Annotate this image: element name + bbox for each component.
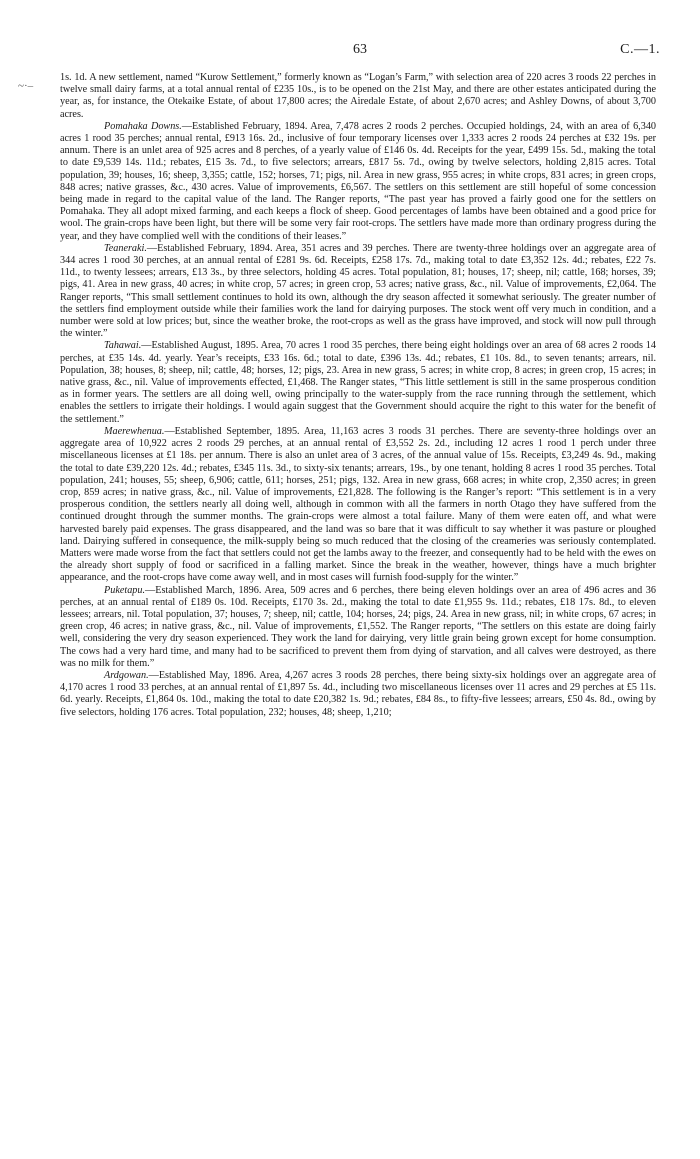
paragraph-continuation xyxy=(60,72,656,121)
paragraph-text: —Established May, 1896. Area, 4,267 acres 3 roods 28 perches, there being sixty-six holdings over an aggregate area of 4,170 acres 1 rood 33 perches, at an annual rental of £1,897 5s. 4d., including two miscellaneous licenses over 11 acres and 29 perches at £5 11s. 6d. yearly. Receipts, £1,864 0s. 10d., making the total to date £20,382 1s. 9d.; rebates, £84 8s., to fifty-five lessees; arrears, £50 4s. 8d., owing by five selectors, holding 176 acres. Total population, 232; houses, 48; sheep, 1,210; xyxy=(60,669,656,718)
section-title: Tahawai. xyxy=(104,340,142,352)
section-title: Teaneraki. xyxy=(104,242,147,254)
section-teaneraki xyxy=(60,243,656,341)
section-title: Ardgowan. xyxy=(104,669,149,681)
section-title: Puketapu. xyxy=(104,584,146,596)
section-pomahaka-downs xyxy=(60,121,656,243)
document-reference: C.—1. xyxy=(620,42,660,57)
paragraph-text: 1s. 1d. A new settlement, named “Kurow Settlement,” formerly known as “Logan’s Farm,” with selection area of 220 acres 3 roods 22 perches in twelve small dairy farms, at a total annual rental of £235 10s., is to be opened on the 21st May, and there are other estates anticipated during the year, as, for instance, the Otekaike Estate, of about 17,800 acres; the Airedale Estate, of about 2,670 acres; and Ashley Downs, of about 3,700 acres. xyxy=(60,72,656,120)
margin-mark: ~·– xyxy=(18,80,34,92)
paragraph-text: —Established February, 1894. Area, 7,478 acres 2 roods 2 perches. Occupied holdings, 24, with an area of 6,340 acres 1 rood 35 perches; annual rental, £913 16s. 2d., inclusive of four temporary licenses over 1,333 acres 2 roods 24 perches at £32 19s. per annum. There is an unlet area of 925 acres and 8 perches, of a yearly value of £146 0s. 4d. Receipts for the year, £499 15s. 5d., making the total to date £9,539 14s. 11d.; rebates, £15 3s. 7d., to five selectors; arrears, £817 5s. 7d., owing by twelve selectors, holding 2,815 acres. Total population, 39; houses, 16; sheep, 3,355; cattle, 152; horses, 71; pigs, nil. Area in new grass, 955 acres; in white crops, 831 acres; in green crops, 848 acres; native grasses, &c., 430 acres. Value of improvements, £6,567. The settlers on this settlement are still hopeful of some concession being made in regard to the capital value of the land. The Ranger reports, “The past year has proved a fairly good one for the settlers on Pomahaka. They all adopt mixed farming, and each keeps a flock of sheep. Good percentages of lambs have been obtained and a good price for wool. The grain-crops have been light, but there will be some very fair root-crops. The settlers have made more than ordinary progress during the year, and they have complied well with the conditions of their leases.” xyxy=(60,120,657,242)
section-tahawai xyxy=(60,340,656,425)
document-body xyxy=(60,72,656,719)
section-maerewhenua xyxy=(60,426,656,585)
paragraph-text: —Established March, 1896. Area, 509 acres and 6 perches, there being eleven holdings over an area of 496 acres and 36 perches, at an annual rental of £189 0s. 10d. Receipts, £170 3s. 2d., making the total to date £1,955 9s. 11d.; rebates, £18 17s. 8d., to eleven lessees; arrears, nil. Total population, 37; houses, 7; sheep, nil; cattle, 104; horses, 24; pigs, 24. Area in new grass, nil; in white crops, 67 acres; in green crop, 46 acres; in native grass, &c., nil. Value of improvements, £1,552. The Ranger reports, “The settlers on this estate are doing fairly well, considering the very dry season experienced. They work the land for dairying, very little grain being grown except for home consumption. The cows had a very hard time, and many had to be sacrificed to prevent them from dying of starvation, and all calves were destroyed, as there was no milk for them.” xyxy=(60,584,656,669)
paragraph-text: —Established February, 1894. Area, 351 acres and 39 perches. There are twenty-three holdings over an aggregate area of 344 acres 1 rood 30 perches, at an annual rental of £281 9s. 6d. Receipts, £258 17s. 7d., making total to date £3,352 12s. 4d.; rebates, £22 7s. 11d., to twenty lessees; arrears, £13 3s., by three selectors, holding 45 acres. Total population, 81; houses, 17; sheep, nil; cattle, 168; horses, 39; pigs, 41. Area in new grass, 40 acres; in white crop, 57 acres; in green crop, 53 acres; native grass, &c., nil. Value of improvements, £2,064. The Ranger reports, “This small settlement continues to hold its own, although the dry season affected it somewhat seriously. The greater number of the settlers find employment outside while their families work the land for dairying purposes. The stock went off very much in condition, and a number were sold at low prices; but, since the weather broke, the root-crops as well as the grass have improved, and stock will now pull through the winter.” xyxy=(60,242,656,340)
page-header xyxy=(60,42,660,64)
section-title: Maerewhenua. xyxy=(104,425,165,437)
paragraph-text: —Established August, 1895. Area, 70 acres 1 rood 35 perches, there being eight holdings over an area of 68 acres 2 roods 14 perches, at £35 14s. 4d. yearly. Year’s receipts, £33 16s. 6d.; total to date, £396 13s. 4d.; rebates, £1 10s. 8d., to seven tenants; arrears, nil. Population, 38; houses, 8; sheep, nil; cattle, 48; horses, 12; pigs, 23. Area in new grass, 5 acres; in white crop, 8 acres; in green crop, 15 acres; in native grass, &c., nil. Value of improvements effected, £1,468. The Ranger states, “This little settlement is still in the same prosperous condition as in former years. The settlers are all doing well, owing principally to the water-supply from the race running through the settlement, which enables the settlers to irrigate their holdings. I would again suggest that the Government should acquire the right to this water for the benefit of the settlement.” xyxy=(60,340,656,425)
section-puketapu xyxy=(60,585,656,670)
section-title: Pomahaka Downs. xyxy=(104,120,182,132)
page-number: 63 xyxy=(353,42,367,57)
paragraph-text: —Established September, 1895. Area, 11,163 acres 3 roods 31 perches. There are seventy-three holdings over an aggregate area of 10,922 acres 2 roods 29 perches, at an annual rental of £3,552 2s. 2d., including 12 acres 1 rood 1 perch under three miscellaneous licenses at £1 18s. per annum. There is also an unlet area of 3 acres, of the annual value of 15s. Receipts, £3,249 4s. 9d., making the total to date £39,220 12s. 4d.; rebates, £345 11s. 3d., to sixty-six tenants; arrears, 19s., by one tenant, holding 8 acres 1 rood 35 perches. Total population, 241; houses, 55; sheep, 6,906; cattle, 611; horses, 251; pigs, 132. Area in new grass, 668 acres; in white crop, 2,350 acres; in green crop, 859 acres; in native grass, &c., nil. Value of improvements, £21,828. The following is the Ranger’s report: “This settlement is in a very prosperous condition, the settlers nearly all doing well, although in common with all the farmers in north Otago they have suffered from the continued drought through the summer months. The grain-crops were almost a total failure. Many of them were eaten off, and what were harvested barely paid expenses. The grass disappeared, and the land was so bare that it was difficult to say whether it was pasture or ploughed land. Dairying suffered in consequence, the milk-supply being so much reduced that the closing of the creameries was seriously contemplated. Matters were made worse from the fact that settlers could not get the lambs away to the freezer, and consequently had to be held with the ewes on the already short supply of food or sacrificed in a falling market. Since the break in the weather, however, things have a much brighter appearance, and the root-crops have come away well, and in most cases will furnish food-supply for the winter.” xyxy=(60,425,656,584)
section-ardgowan xyxy=(60,670,656,719)
